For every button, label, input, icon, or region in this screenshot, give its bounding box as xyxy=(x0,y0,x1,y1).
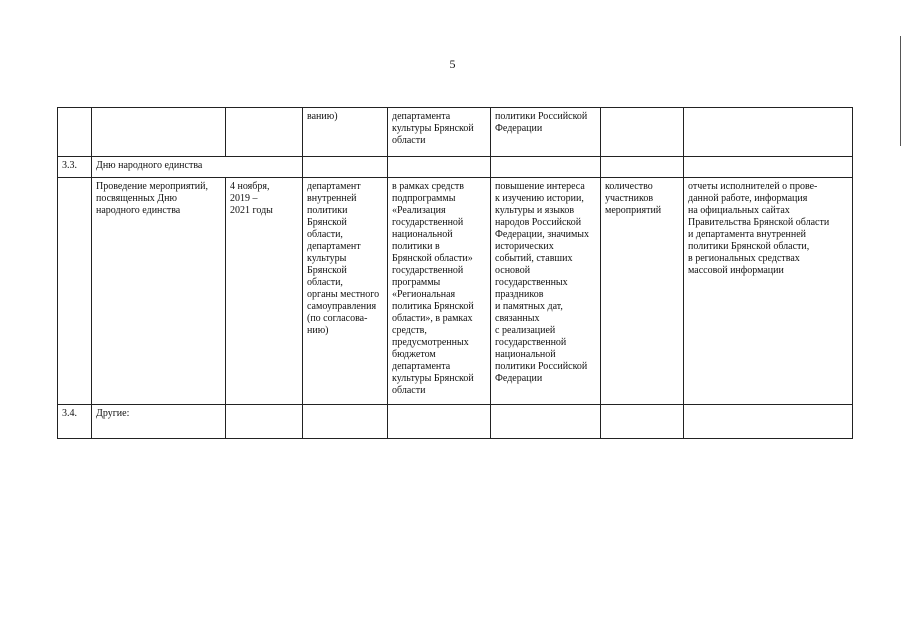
cell-empty xyxy=(303,157,388,178)
cell-event xyxy=(92,108,226,157)
cell-empty xyxy=(388,405,491,439)
cell-executor: департамент внутренней политики Брянской области, департамент культуры Брянской области, органы местного самоуправления (по согласова- нию) xyxy=(303,178,388,405)
cell-empty xyxy=(601,405,684,439)
cell-indicator xyxy=(601,108,684,157)
cell-executor: ванию) xyxy=(303,108,388,157)
cell-section-title: Дню народного единства xyxy=(92,157,226,178)
page-number: 5 xyxy=(449,57,456,71)
scan-edge-mark xyxy=(900,36,901,146)
cell-event: Проведение мероприятий, посвященных Дню народного единства xyxy=(92,178,226,405)
cell-reporting: отчеты исполнителей о прове- данной работе, информация на официальных сайтах Правительства Брянской области и департамента внутренней политики Брянской области, в региональных средствах массовой информации xyxy=(684,178,853,405)
cell-num: 3.4. xyxy=(58,405,92,439)
cell-empty xyxy=(388,157,491,178)
cell-period xyxy=(226,108,303,157)
cell-num: 3.3. xyxy=(58,157,92,178)
cell-goal: повышение интереса к изучению истории, культуры и языков народов Российской Федерации, значимых исторических событий, ставших основой государственных праздников и памятных дат, связанных с реализацией государственной национальной политики Российской Федерации xyxy=(491,178,601,405)
table-row-section-3-3 xyxy=(58,157,853,178)
table-row-section-3-4 xyxy=(58,405,853,439)
table-row-continued xyxy=(58,108,853,157)
cell-empty xyxy=(684,157,853,178)
cell-empty xyxy=(491,405,601,439)
cell-empty xyxy=(226,405,303,439)
table-row-unity-day xyxy=(58,178,853,405)
cell-num xyxy=(58,108,92,157)
cell-financing: в рамках средств подпрограммы «Реализация государственной национальной политики в Брянской области» государственной программы «Региональная политика Брянской области», в рамках средств, предусмотренных бюджетом департамента культуры Брянской области xyxy=(388,178,491,405)
cell-indicator: количество участников мероприятий xyxy=(601,178,684,405)
cell-reporting xyxy=(684,108,853,157)
cell-goal: политики Российской Федерации xyxy=(491,108,601,157)
events-table xyxy=(57,107,853,439)
cell-section-title: Другие: xyxy=(92,405,226,439)
cell-empty xyxy=(601,157,684,178)
cell-empty xyxy=(226,157,303,178)
cell-period: 4 ноября, 2019 – 2021 годы xyxy=(226,178,303,405)
cell-num xyxy=(58,178,92,405)
cell-empty xyxy=(491,157,601,178)
cell-financing: департамента культуры Брянской области xyxy=(388,108,491,157)
cell-empty xyxy=(684,405,853,439)
cell-empty xyxy=(303,405,388,439)
